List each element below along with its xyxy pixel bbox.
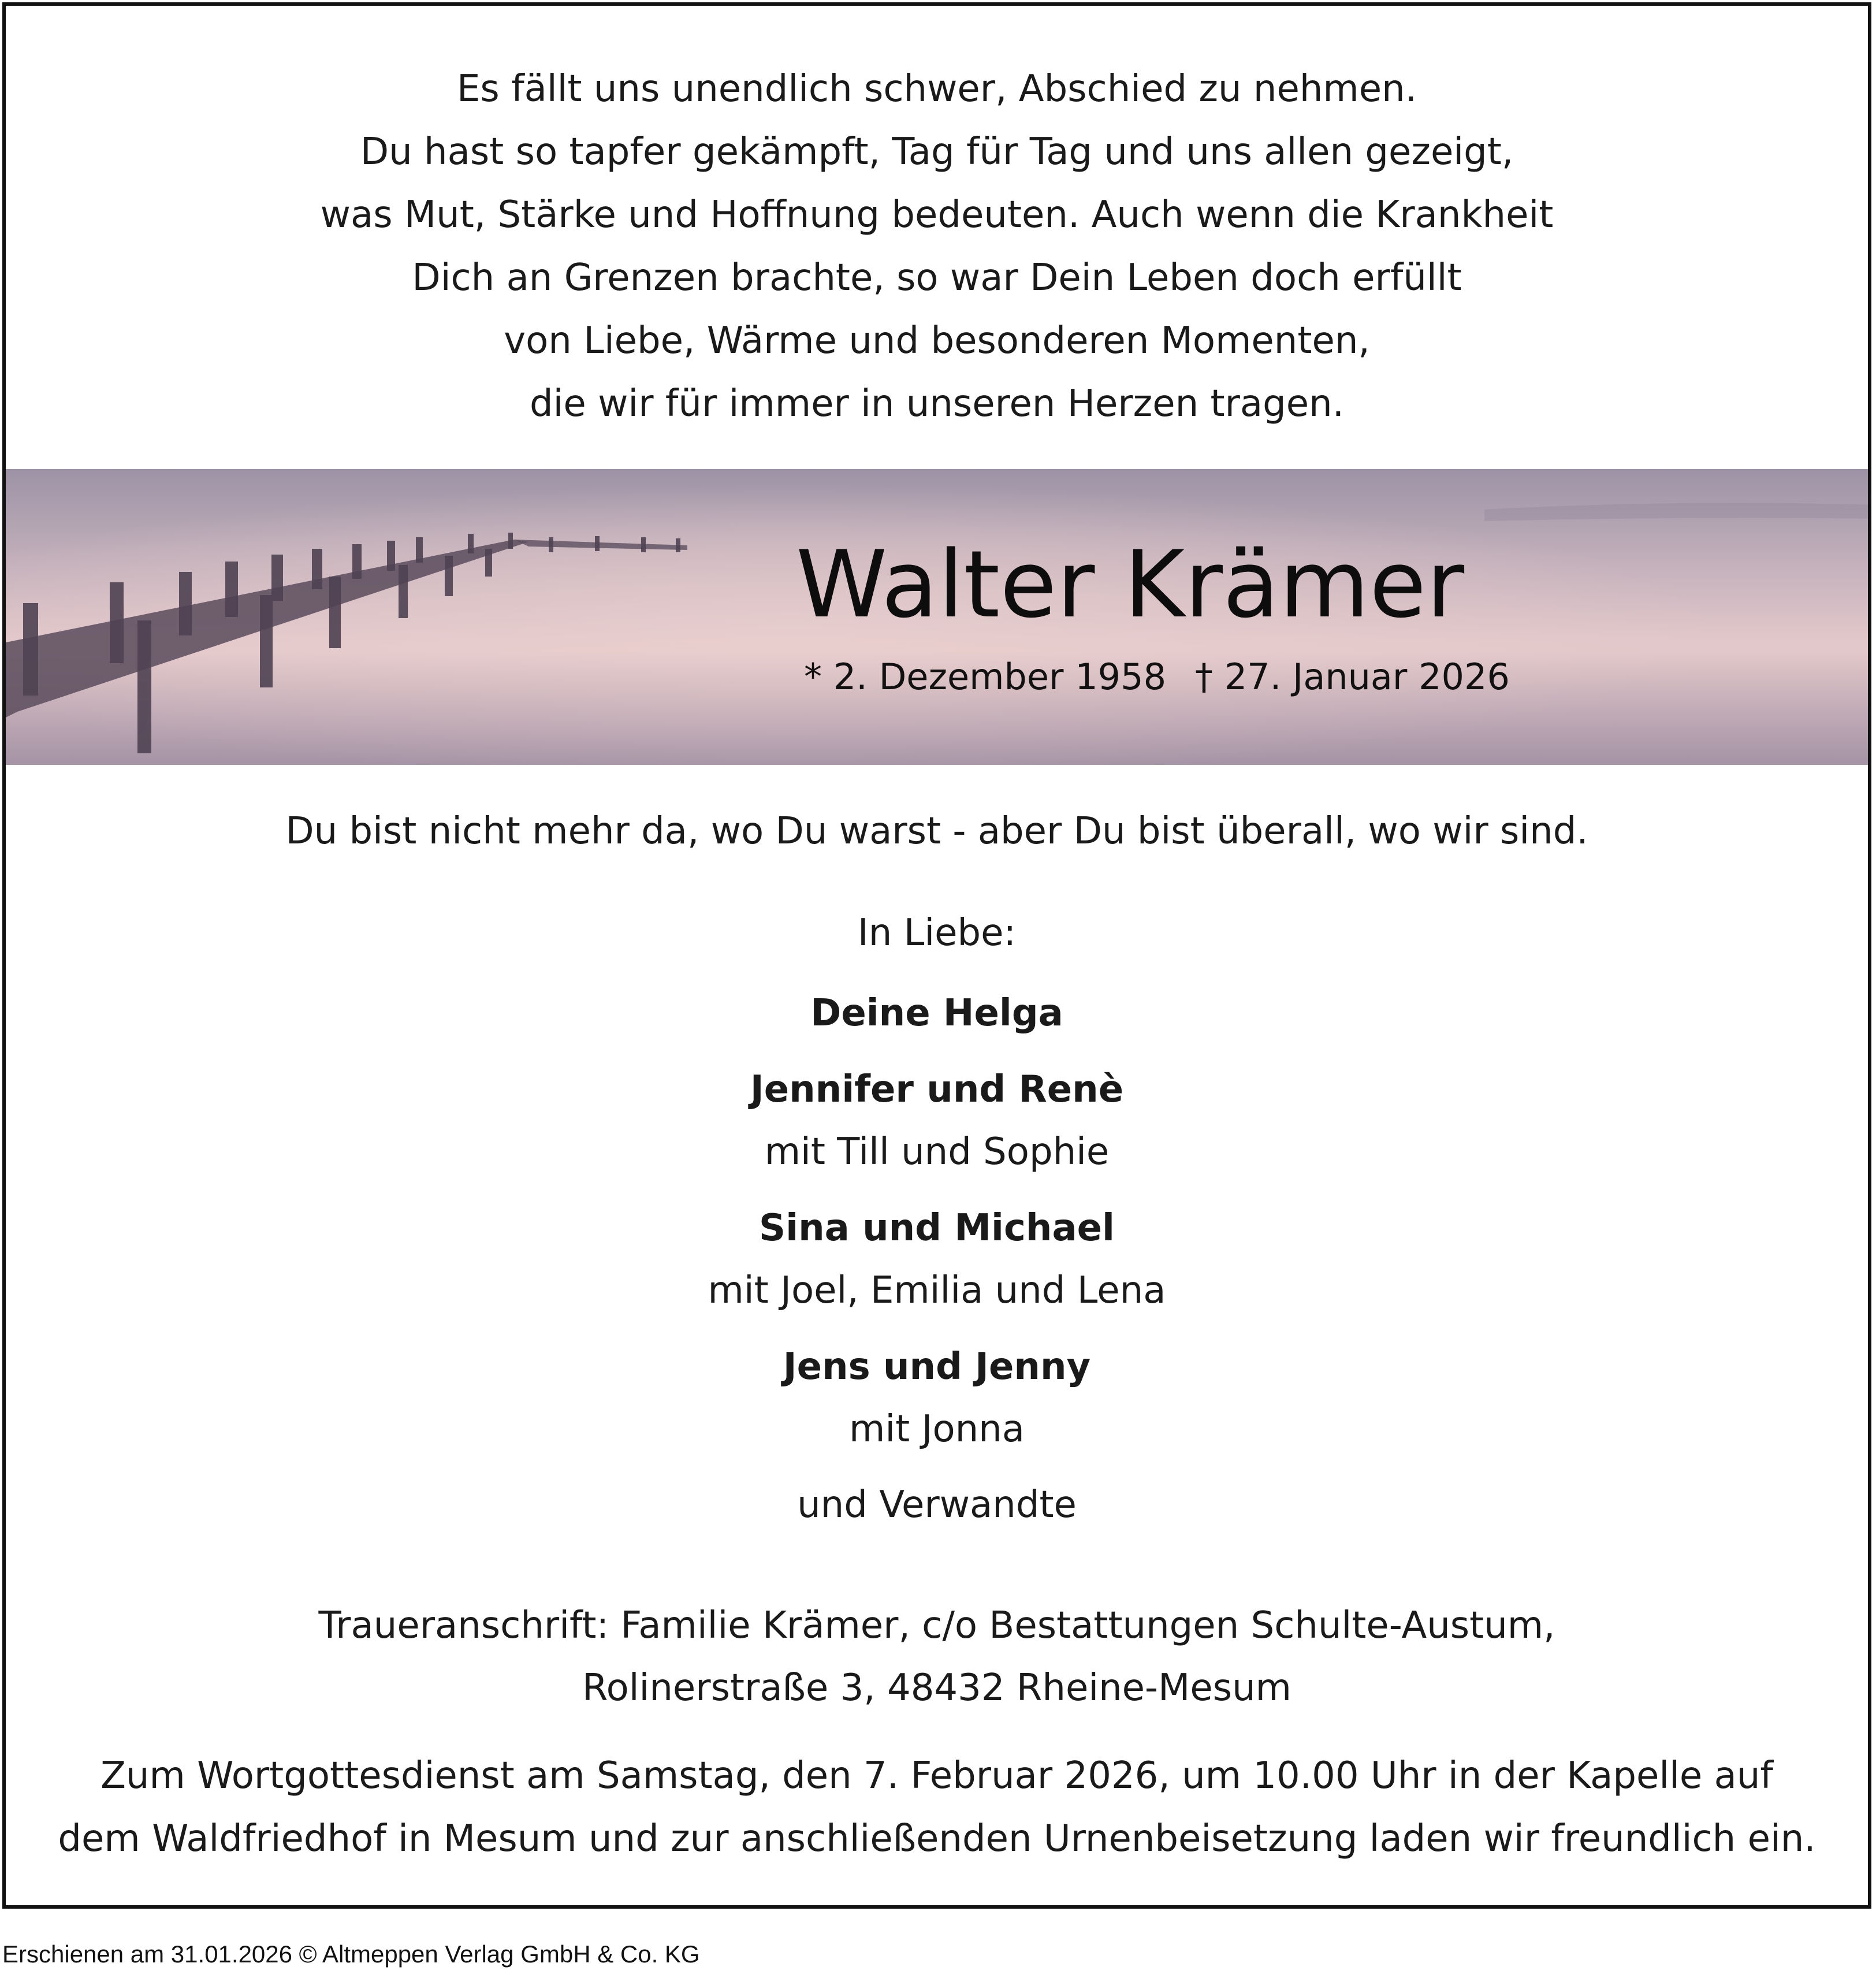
address-line: Traueranschrift: Familie Krämer, c/o Bestattungen Schulte-Austum, [318,1604,1555,1647]
poem-line: Dich an Grenzen brachte, so war Dein Leben doch erfüllt [412,256,1462,299]
mourning-address [6,1594,1868,1719]
family-name: Deine Helga [810,992,1063,1035]
service-line: dem Waldfriedhof in Mesum und zur anschließenden Urnenbeisetzung laden wir freundlich ein. [58,1817,1816,1860]
poem [6,58,1868,436]
life-dates [804,654,1510,700]
family-children: mit Till und Sophie [764,1131,1110,1173]
address-line: Rolinerstraße 3, 48432 Rheine-Mesum [582,1667,1291,1709]
family-name: Jennifer und Renè [750,1068,1124,1111]
family-name: Jens und Jenny [783,1345,1091,1388]
in-love-intro: In Liebe: [857,912,1017,954]
lake-jetty-banner [6,469,1868,765]
birth-date: * 2. Dezember 1958 [804,656,1167,698]
family-children: mit Jonna [849,1408,1025,1451]
family-children: mit Joel, Emilia und Lena [708,1269,1166,1312]
family-entry [6,1058,1868,1183]
family-list [6,982,1868,1460]
family-entry [6,982,1868,1044]
family-entry [6,1336,1868,1460]
service-line: Zum Wortgottesdienst am Samstag, den 7. Februar 2026, um 10.00 Uhr in der Kapelle auf [100,1754,1773,1797]
obituary-frame [2,2,1871,1909]
death-date: † 27. Januar 2026 [1195,656,1510,698]
memorial-quote: Du bist nicht mehr da, wo Du warst - aber Du bist überall, wo wir sind. [285,810,1588,853]
poem-line: von Liebe, Wärme und besonderen Momenten, [504,319,1370,362]
poem-line: was Mut, Stärke und Hoffnung bedeuten. Auch wenn die Krankheit [320,194,1554,236]
poem-line: Du hast so tapfer gekämpft, Tag für Tag und uns allen gezeigt, [360,131,1514,173]
service-announcement [6,1745,1868,1871]
poem-line: Es fällt uns unendlich schwer, Abschied zu nehmen. [456,68,1417,110]
relatives-closing: und Verwandte [797,1484,1077,1526]
family-entry [6,1197,1868,1322]
deceased-name: Walter Krämer [796,530,1465,638]
publication-footer: Erschienen am 31.01.2026 © Altmeppen Verlag GmbH & Co. KG [2,1940,700,1968]
family-name: Sina und Michael [759,1207,1115,1250]
poem-line: die wir für immer in unseren Herzen tragen. [529,382,1345,425]
